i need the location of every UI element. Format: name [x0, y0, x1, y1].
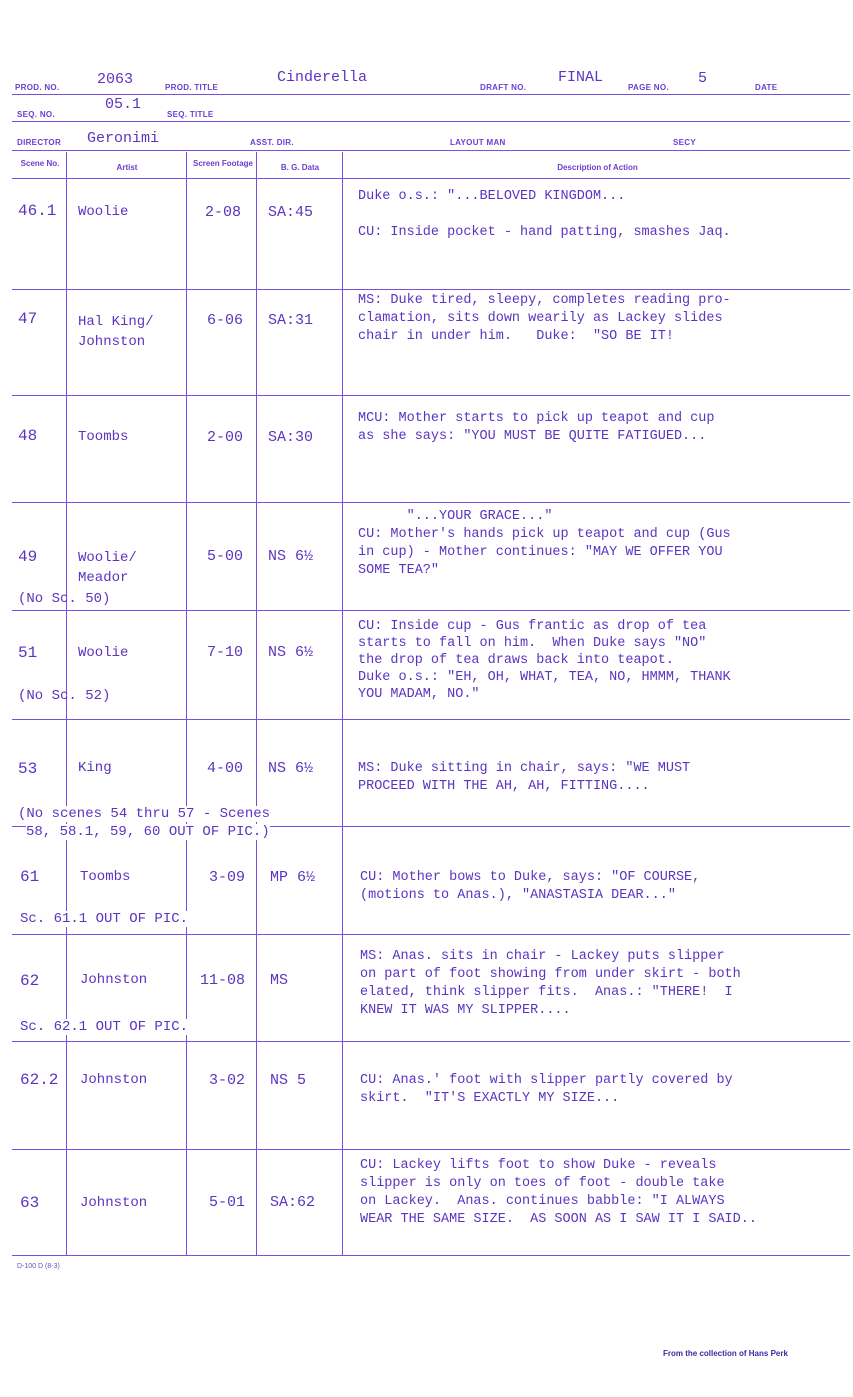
- director-label: DIRECTOR: [17, 138, 62, 147]
- row-separator: [12, 502, 850, 503]
- row-scene: 49: [18, 548, 38, 566]
- row-description: "...YOUR GRACE..." CU: Mother's hands pick up teapot and cup (Gus in cup) - Mother continues: "MAY WE OFFER YOU SOME TEA?": [358, 509, 731, 578]
- page-no-label: PAGE NO.: [628, 83, 669, 92]
- row-description: CU: Anas.' foot with slipper partly covered by skirt. "IT'S EXACTLY MY SIZE...: [360, 1073, 733, 1106]
- col-bg-data: B. G. Data: [280, 163, 320, 172]
- seq-no-value: 05.1: [105, 96, 142, 113]
- row-description: MS: Duke sitting in chair, says: "WE MUST PROCEED WITH THE AH, AH, FITTING....: [358, 761, 691, 794]
- row-scene: 47: [18, 310, 38, 328]
- col-artist: Artist: [116, 163, 138, 172]
- date-label: DATE: [755, 83, 778, 92]
- col-divider-2: [186, 152, 187, 1255]
- row-scene: 51: [18, 644, 38, 662]
- row-footage: 3-02: [209, 1072, 246, 1089]
- note-no-sc-50: (No Sc. 50): [18, 591, 111, 607]
- asst-dir-label: ASST. DIR.: [250, 138, 294, 147]
- column-header-line: [12, 178, 850, 179]
- row-description: CU: Lackey lifts foot to show Duke - reveals slipper is only on toes of foot - double take on Lackey. Anas. continues babble: "I ALWAYS WEAR THE SAME SIZE. AS SOON AS I SAW IT I SAID..: [360, 1158, 757, 1227]
- row-description: MS: Duke tired, sleepy, completes reading pro- clamation, sits down wearily as Lackey slides chair in under him. Duke: "SO BE IT!: [358, 293, 731, 344]
- director-value: Geronimi: [87, 130, 160, 147]
- row-footage: 6-06: [207, 312, 244, 329]
- row-artist: Toombs: [78, 429, 129, 445]
- row-footage: 2-08: [205, 204, 242, 221]
- row-bg: MS: [270, 972, 289, 989]
- row-scene: 46.1: [18, 202, 57, 220]
- layout-man-label: LAYOUT MAN: [450, 138, 506, 147]
- row-scene: 53: [18, 760, 38, 778]
- header-line-1: [12, 94, 850, 95]
- row-artist: Hal King/ Johnston: [78, 314, 154, 350]
- row-bg: MP 6½: [270, 869, 316, 886]
- note-no-scenes-54-57: (No scenes 54 thru 57 - Scenes: [18, 806, 271, 822]
- row-artist: Woolie: [78, 204, 129, 220]
- row-separator: [12, 1255, 850, 1256]
- row-artist: Toombs: [80, 869, 131, 885]
- row-artist: Woolie/ Meador: [78, 550, 137, 586]
- row-separator: [12, 289, 850, 290]
- header-line-2: [12, 121, 850, 122]
- row-separator: [12, 610, 850, 611]
- row-separator: [12, 1041, 850, 1042]
- row-scene: 48: [18, 427, 38, 445]
- row-artist: Woolie: [78, 645, 129, 661]
- row-description: MCU: Mother starts to pick up teapot and cup as she says: "YOU MUST BE QUITE FATIGUED...: [358, 411, 715, 444]
- row-footage: 4-00: [207, 760, 244, 777]
- row-artist: King: [78, 760, 112, 776]
- header-line-3: [12, 150, 850, 151]
- row-scene: 61: [20, 868, 40, 886]
- row-description: MS: Anas. sits in chair - Lackey puts slipper on part of foot showing from under skirt - both elated, think slipper fits. Anas.: "THERE! I KNEW IT WAS MY SLIPPER....: [360, 949, 741, 1018]
- row-bg: SA:30: [268, 429, 314, 446]
- row-footage: 11-08: [200, 972, 246, 989]
- col-description: Description of Action: [557, 163, 638, 172]
- note-sc-61-1: Sc. 61.1 OUT OF PIC.: [20, 911, 189, 927]
- row-scene: 62: [20, 972, 40, 990]
- row-artist: Johnston: [80, 1072, 148, 1088]
- row-description: Duke o.s.: "...BELOVED KINGDOM... CU: Inside pocket - hand patting, smashes Jaq.: [358, 189, 731, 240]
- col-divider-4: [342, 152, 343, 1255]
- row-scene: 63: [20, 1194, 40, 1212]
- secy-label: SECY: [673, 138, 696, 147]
- row-bg: NS 5: [270, 1072, 307, 1089]
- prod-title-label: PROD. TITLE: [165, 83, 219, 92]
- draft-no-label: DRAFT NO.: [480, 83, 527, 92]
- row-footage: 3-09: [209, 869, 246, 886]
- note-scenes-58-60: 58, 58.1, 59, 60 OUT OF PIC.): [26, 824, 270, 840]
- row-footage: 5-00: [207, 548, 244, 565]
- row-artist: Johnston: [80, 972, 148, 988]
- draft-no-value: FINAL: [558, 69, 604, 86]
- col-divider-3: [256, 152, 257, 1255]
- row-description: CU: Mother bows to Duke, says: "OF COURSE, (motions to Anas.), "ANASTASIA DEAR...": [360, 870, 701, 903]
- row-separator: [12, 395, 850, 396]
- row-bg: SA:45: [268, 204, 314, 221]
- prod-title-value: Cinderella: [277, 69, 368, 86]
- col-scene-no: Scene No.: [20, 159, 60, 168]
- row-separator: [12, 719, 850, 720]
- row-bg: SA:62: [270, 1194, 316, 1211]
- row-bg: NS 6½: [268, 548, 314, 565]
- prod-no-label: PROD. NO.: [15, 83, 60, 92]
- form-number: D-100 D (8-3): [17, 1263, 60, 1270]
- row-bg: NS 6½: [268, 760, 314, 777]
- row-footage: 2-00: [207, 429, 244, 446]
- note-sc-62-1: Sc. 62.1 OUT OF PIC.: [20, 1019, 189, 1035]
- page-no-value: 5: [698, 70, 708, 87]
- row-scene: 62.2: [20, 1071, 59, 1089]
- row-bg: SA:31: [268, 312, 314, 329]
- note-no-sc-52: (No Sc. 52): [18, 688, 111, 704]
- seq-title-label: SEQ. TITLE: [167, 110, 214, 119]
- row-separator: [12, 1149, 850, 1150]
- row-footage: 5-01: [209, 1194, 246, 1211]
- row-separator: [12, 934, 850, 935]
- collection-credit: From the collection of Hans Perk: [663, 1349, 788, 1358]
- row-description: CU: Inside cup - Gus frantic as drop of tea starts to fall on him. When Duke says "NO" the drop of tea draws back into teapot. Duke o.s.: "EH, OH, WHAT, TEA, NO, HMMM, THANK YOU MADAM, NO.": [358, 619, 731, 702]
- col-screen-footage: Screen Footage: [192, 159, 253, 168]
- seq-no-label: SEQ. NO.: [17, 110, 55, 119]
- row-bg: NS 6½: [268, 644, 314, 661]
- row-artist: Johnston: [80, 1195, 148, 1211]
- prod-no-value: 2063: [97, 71, 134, 88]
- row-footage: 7-10: [207, 644, 244, 661]
